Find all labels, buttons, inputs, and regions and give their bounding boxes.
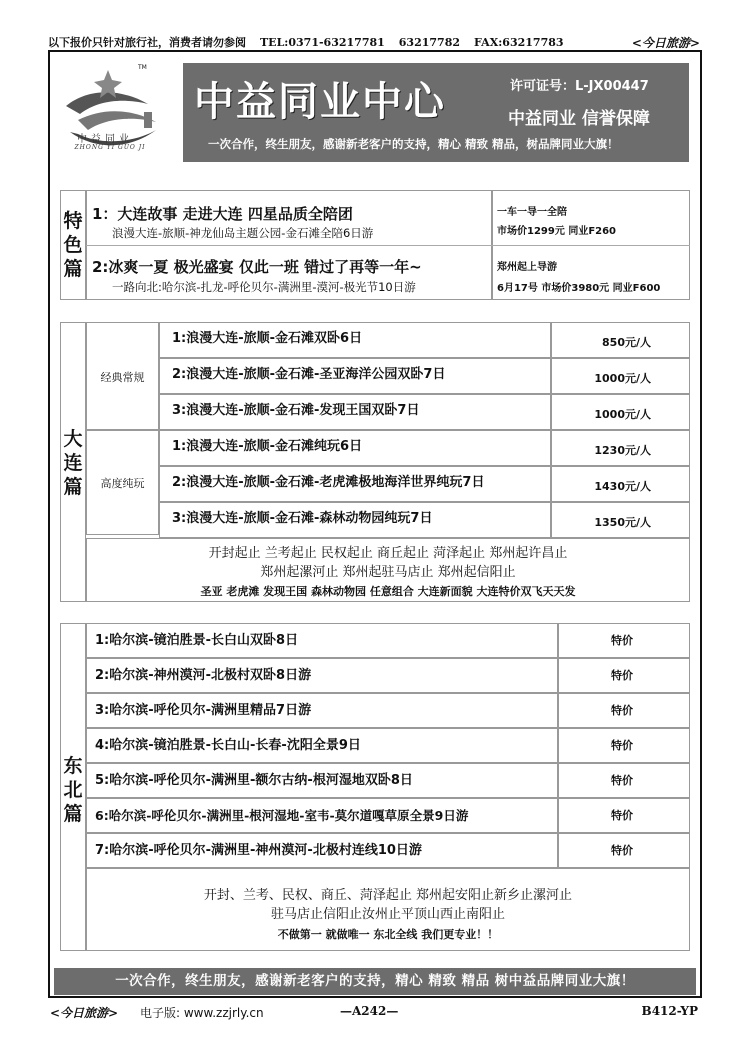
route-price: 1350元/人: [594, 516, 651, 529]
dalian-departure-line-1: 开封起止 兰考起止 民权起止 商丘起止 菏泽起止 郑州起许昌止: [208, 546, 568, 561]
route-price: 特价: [611, 634, 633, 647]
route-name: 1:浪漫大连-旅顺-金石滩纯玩6日: [172, 439, 363, 454]
table-row: [86, 693, 558, 728]
table-row: [86, 763, 558, 798]
price-cell: [558, 623, 690, 658]
route-price: 1000元/人: [594, 372, 651, 385]
table-row: [159, 322, 551, 358]
northeast-label-cell: [60, 623, 86, 951]
dalian-label: 大连篇: [63, 428, 83, 498]
route-price: 特价: [611, 774, 633, 787]
route-price: 特价: [611, 704, 633, 717]
table-row: [159, 466, 551, 502]
telephone: TEL:0371-63217781: [260, 35, 385, 49]
featured-route-1-note: 一车一导一全陪: [497, 207, 567, 218]
dalian-label-cell: [60, 322, 86, 602]
route-name: 4:哈尔滨-镜泊胜景-长白山-长春-沈阳全景9日: [95, 738, 361, 753]
agency-notice: 以下报价只针对旅行社，消费者请勿参阅: [48, 36, 246, 49]
logo-pinyin: ZHONG YI GUO JI: [74, 144, 146, 151]
trademark-symbol: TM: [138, 64, 147, 71]
header-tagline: 一次合作，终生朋友，感谢新老客户的支持，精心 精致 精品，树品牌同业大旗！: [208, 137, 619, 151]
table-row: [86, 833, 558, 868]
featured-route-2-note: 郑州起上导游: [497, 262, 557, 273]
price-cell: [558, 658, 690, 693]
table-row: [159, 430, 551, 466]
featured-route-1-title: 1：大连故事 走进大连 四星品质全陪团: [92, 205, 353, 223]
table-row: [86, 658, 558, 693]
featured-label: 特色篇: [63, 210, 83, 280]
dalian-category-pure: [86, 430, 159, 535]
price-cell: [558, 728, 690, 763]
featured-route-2-subtitle: 一路向北:哈尔滨-扎龙-呼伦贝尔-满洲里-漠河-极光节10日游: [112, 280, 416, 294]
price-cell: [551, 358, 690, 394]
route-name: 3:浪漫大连-旅顺-金石滩-森林动物园纯玩7日: [172, 511, 433, 526]
telephone-2: 63217782: [398, 35, 461, 49]
price-cell: [558, 693, 690, 728]
page-number: —A242—: [340, 1004, 399, 1018]
price-cell: [551, 430, 690, 466]
route-name: 2:哈尔滨-神州漠河-北极村双卧8日游: [95, 668, 312, 683]
northeast-departure-line-1: 开封、兰考、民权、商丘、菏泽起止 郑州起安阳止新乡止漯河止: [203, 888, 573, 903]
featured-route-2-title: 2:冰爽一夏 极光盛宴 仅此一班 错过了再等一年~: [92, 258, 422, 276]
header-slogan: 中益同业 信誉保障: [508, 109, 650, 129]
route-name: 2:浪漫大连-旅顺-金石滩-老虎滩极地海洋世界纯玩7日: [172, 475, 485, 490]
featured-route-1-subtitle: 浪漫大连-旅顺-神龙仙岛主题公园-金石滩全陪6日游: [112, 226, 374, 240]
page-footer: [48, 1004, 702, 1022]
issue-code: B412-YP: [641, 1004, 698, 1018]
route-name: 7:哈尔滨-呼伦贝尔-满洲里-神州漠河-北极村连线10日游: [95, 843, 422, 858]
top-notice-bar: [48, 34, 700, 50]
publication-brand: <今日旅游>: [631, 35, 700, 50]
route-name: 6:哈尔滨-呼伦贝尔-满洲里-根河湿地-室韦-莫尔道嘎草原全景9日游: [95, 808, 469, 823]
route-name: 5:哈尔滨-呼伦贝尔-满洲里-额尔古纳-根河湿地双卧8日: [95, 773, 413, 788]
featured-route-1-price: 市场价1299元 同业F260: [497, 226, 617, 237]
fax: FAX:63217783: [474, 35, 564, 49]
route-price: 特价: [611, 809, 633, 822]
company-title: 中益同业中心: [194, 79, 446, 125]
license-number: 许可证号：L-JX00447: [510, 79, 649, 94]
table-row: [159, 358, 551, 394]
featured-route-2-price: 6月17号 市场价3980元 同业F600: [497, 283, 661, 294]
route-price: 特价: [611, 844, 633, 857]
route-name: 3:哈尔滨-呼伦贝尔-满洲里精品7日游: [95, 703, 312, 718]
dalian-features: 圣亚 老虎滩 发现王国 森林动物园 任意组合 大连新面貌 大连特价双飞天天发: [200, 585, 576, 598]
table-row: [159, 394, 551, 430]
northeast-departure-line-2: 驻马店止信阳止汝州止平顶山西止南阳止: [270, 907, 505, 922]
featured-label-cell: [60, 190, 86, 300]
table-row: [86, 728, 558, 763]
price-cell: [558, 798, 690, 833]
price-cell: [558, 833, 690, 868]
footer-brand: <今日旅游>: [50, 1006, 119, 1020]
price-cell: [558, 763, 690, 798]
dalian-departure-line-2: 郑州起漯河止 郑州起驻马店止 郑州起信阳止: [260, 565, 516, 580]
bottom-banner-text: 一次合作，终生朋友，感谢新老客户的支持，精心 精致 精品 树中益品牌同业大旗！: [115, 973, 635, 989]
category-label: 高度纯玩: [100, 477, 145, 490]
table-row: [86, 623, 558, 658]
route-price: 850元/人: [602, 336, 651, 349]
route-name: 3:浪漫大连-旅顺-金石滩-发现王国双卧7日: [172, 403, 420, 418]
northeast-label: 东北篇: [63, 755, 83, 825]
dalian-category-classic: [86, 322, 159, 430]
route-name: 1:浪漫大连-旅顺-金石滩双卧6日: [172, 331, 363, 346]
price-cell: [551, 394, 690, 430]
footer-website: 电子版: www.zzjrly.cn: [140, 1006, 264, 1020]
featured-divider: [86, 245, 690, 246]
northeast-slogan: 不做第一 就做唯一 东北全线 我们更专业！！: [277, 928, 499, 941]
category-label: 经典常规: [100, 371, 145, 384]
route-price: 1230元/人: [594, 444, 651, 457]
route-name: 2:浪漫大连-旅顺-金石滩-圣亚海洋公园双卧7日: [172, 367, 446, 382]
table-row: [86, 798, 558, 833]
route-price: 特价: [611, 739, 633, 752]
table-row: [159, 502, 551, 538]
price-cell: [551, 466, 690, 502]
logo-name: 中益同业: [77, 134, 133, 145]
route-price: 1430元/人: [594, 480, 651, 493]
route-price: 1000元/人: [594, 408, 651, 421]
price-cell: [551, 322, 690, 358]
price-cell: [551, 502, 690, 538]
route-price: 特价: [611, 669, 633, 682]
route-name: 1:哈尔滨-镜泊胜景-长白山双卧8日: [95, 633, 299, 648]
